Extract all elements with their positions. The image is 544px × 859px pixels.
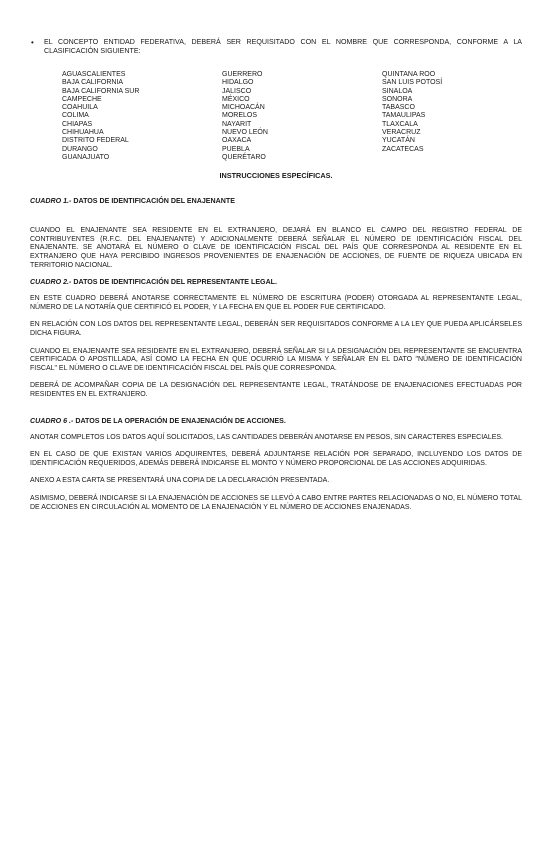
state-item: QUERÉTARO bbox=[222, 153, 266, 161]
state-item: BAJA CALIFORNIA bbox=[62, 79, 124, 87]
state-item: CHIAPAS bbox=[62, 120, 93, 128]
states-column-3 bbox=[382, 71, 522, 162]
cuadro-1-title: DATOS DE IDENTIFICACIÓN DEL ENAJENANTE bbox=[71, 197, 235, 206]
cuadro-6-heading bbox=[30, 417, 522, 425]
state-item: NUEVO LEÓN bbox=[222, 129, 268, 137]
document-page bbox=[30, 38, 522, 512]
state-item: ZACATECAS bbox=[382, 145, 424, 153]
state-item: TABASCO bbox=[382, 104, 415, 112]
state-item: SINALOA bbox=[382, 87, 413, 95]
cuadro-6-paragraph-1: ANOTAR COMPLETOS LOS DATOS AQUÍ SOLICITADOS, LAS CANTIDADES DEBERÁN ANOTARSE EN PESOS, SIN CARACTERES ESPECIALES. bbox=[30, 433, 504, 441]
cuadro-2-title: DATOS DE IDENTIFICACIÓN DEL REPRESENTANTE LEGAL. bbox=[71, 278, 277, 287]
cuadro-6-title: DATOS DE LA OPERACIÓN DE ENAJENACIÓN DE ACCIONES. bbox=[73, 416, 286, 425]
state-item: BAJA CALIFORNIA SUR bbox=[62, 87, 140, 95]
state-item: HIDALGO bbox=[222, 79, 254, 87]
state-item: GUERRERO bbox=[222, 71, 263, 78]
state-item: SAN LUIS POTOSÍ bbox=[382, 79, 443, 87]
cuadro-2-paragraph-3: CUANDO EL ENAJENANTE SEA RESIDENTE EN EL EXTRANJERO, DEBERÁ SEÑALAR SI LA DESIGNACIÓN DEL REPRESENTANTE SE ENCUENTRA CERTIFICADA O APOSTILLADA, ASÍ COMO LA FECHA EN QUE OCURRIÓ LA MISMA Y SEÑALAR EN EL DATO "NÚMERO DE IDENTIFICACIÓN FISCAL" EL NÚMERO O CLAVE DE IDENTIFICACIÓN FISCAL DEL PAÍS QUE CORRESPONDA. bbox=[30, 347, 522, 372]
cuadro-6-label: CUADRO 6 .- bbox=[30, 416, 74, 425]
state-item: PUEBLA bbox=[222, 145, 250, 153]
cuadro-1-paragraph: CUANDO EL ENAJENANTE SEA RESIDENTE EN EL EXTRANJERO, DEJARÁ EN BLANCO EL CAMPO DEL REGISTRO FEDERAL DE CONTRIBUYENTES (R.F.C. DEL ENAJENANTE) Y ADICIONALMENTE DEBERÁ SEÑALAR EL NÚMERO DE IDENTIFICACIÓN FISCAL DEL ENAJENANTE. SE ANOTARÁ EL NÚMERO O CLAVE DE IDENTIFICACIÓN FISCAL DEL PAÍS QUE CORRESPONDA AL RESIDENTE EN EL EXTRANJERO QUE HAYA PERCIBIDO INGRESOS PROVENIENTES DE ENAJENACIÓN DE ACCIONES, DE FUENTE DE RIQUEZA UBICADA EN TERRITORIO NACIONAL. bbox=[30, 227, 522, 269]
cuadro-6-paragraph-3: ANEXO A ESTA CARTA SE PRESENTARÁ UNA COPIA DE LA DECLARACIÓN PRESENTADA. bbox=[30, 477, 330, 485]
intro-text: EL CONCEPTO ENTIDAD FEDERATIVA, DEBERÁ SER REQUISITADO CON EL NOMBRE QUE CORRESPONDA, CONFORME A LA CLASIFICACIÓN SIGUIENTE: bbox=[44, 38, 522, 55]
state-item: GUANAJUATO bbox=[62, 153, 110, 161]
bullet-icon: • bbox=[31, 38, 34, 47]
state-item: CHIHUAHUA bbox=[62, 129, 104, 137]
states-column-1 bbox=[62, 71, 222, 162]
state-item: MICHOACÁN bbox=[222, 104, 265, 112]
cuadro-2-heading bbox=[30, 278, 522, 286]
state-item: DISTRITO FEDERAL bbox=[62, 137, 129, 145]
cuadro-2-paragraph-2: EN RELACIÓN CON LOS DATOS DEL REPRESENTANTE LEGAL, DEBERÁN SER REQUISITADOS CONFORME A LA LEY QUE PUEDA APLICÁRSELES DICHA FIGURA. bbox=[30, 321, 522, 338]
state-item: YUCATÁN bbox=[382, 137, 415, 145]
instructions-title: INSTRUCCIONES ESPECÍFICAS. bbox=[219, 171, 333, 181]
state-item: VERACRUZ bbox=[382, 129, 421, 137]
cuadro-6-paragraph-4: ASIMISMO, DEBERÁ INDICARSE SI LA ENAJENACIÓN DE ACCIONES SE LLEVÓ A CABO ENTRE PARTES RELACIONADAS O NO, EL NÚMERO TOTAL DE ACCIONES EN CIRCULACIÓN AL MOMENTO DE LA ENAJENACIÓN Y EL NÚMERO DE ACCIONES ENAJENADAS. bbox=[30, 494, 522, 511]
cuadro-2-paragraph-1: EN ESTE CUADRO DEBERÁ ANOTARSE CORRECTAMENTE EL NÚMERO DE ESCRITURA (PODER) OTORGADA AL REPRESENTANTE LEGAL, NÚMERO DE LA NOTARÍA QUE CERTIFICÓ EL PODER, Y LA FECHA EN QUE EL PODER FUE CERTIFICADO. bbox=[30, 295, 522, 311]
cuadro-1-heading bbox=[30, 197, 522, 205]
state-item: AGUASCALIENTES bbox=[62, 71, 126, 78]
state-item: TLAXCALA bbox=[382, 120, 418, 128]
state-item: QUINTANA ROO bbox=[382, 71, 436, 78]
cuadro-2-paragraph-4: DEBERÁ DE ACOMPAÑAR COPIA DE LA DESIGNACIÓN DEL REPRESENTANTE LEGAL, TRATÁNDOSE DE ENAJENACIONES EFECTUADAS POR RESIDENTES EN EL EXTRANJERO. bbox=[30, 382, 522, 398]
state-item: COLIMA bbox=[62, 112, 89, 120]
intro-bullet-item bbox=[30, 38, 522, 56]
state-item: SONORA bbox=[382, 95, 413, 103]
state-item: NAYARIT bbox=[222, 120, 252, 128]
states-list bbox=[62, 71, 522, 162]
cuadro-2-label: CUADRO 2.- bbox=[30, 278, 72, 287]
state-item: DURANGO bbox=[62, 145, 98, 153]
state-item: MORELOS bbox=[222, 112, 258, 120]
cuadro-1-label: CUADRO 1.- bbox=[30, 197, 72, 206]
state-item: MÉXICO bbox=[222, 95, 250, 103]
state-item: CAMPECHE bbox=[62, 95, 102, 103]
state-item: OAXACA bbox=[222, 137, 252, 145]
state-item: COAHUILA bbox=[62, 104, 98, 112]
state-item: JALISCO bbox=[222, 87, 252, 95]
state-item: TAMAULIPAS bbox=[382, 112, 426, 120]
states-column-2 bbox=[222, 71, 382, 162]
cuadro-6-paragraph-2: EN EL CASO DE QUE EXISTAN VARIOS ADQUIRENTES, DEBERÁ ADJUNTARSE RELACIÓN POR SEPARADO, INCLUYENDO LOS DATOS DE IDENTIFICACIÓN REQUERIDOS, ADEMÁS DEBERÁ INDICARSE EL MONTO Y NÚMERO PROPORCIONAL DE LAS ACCIONES ADQUIRIDAS. bbox=[30, 451, 522, 467]
